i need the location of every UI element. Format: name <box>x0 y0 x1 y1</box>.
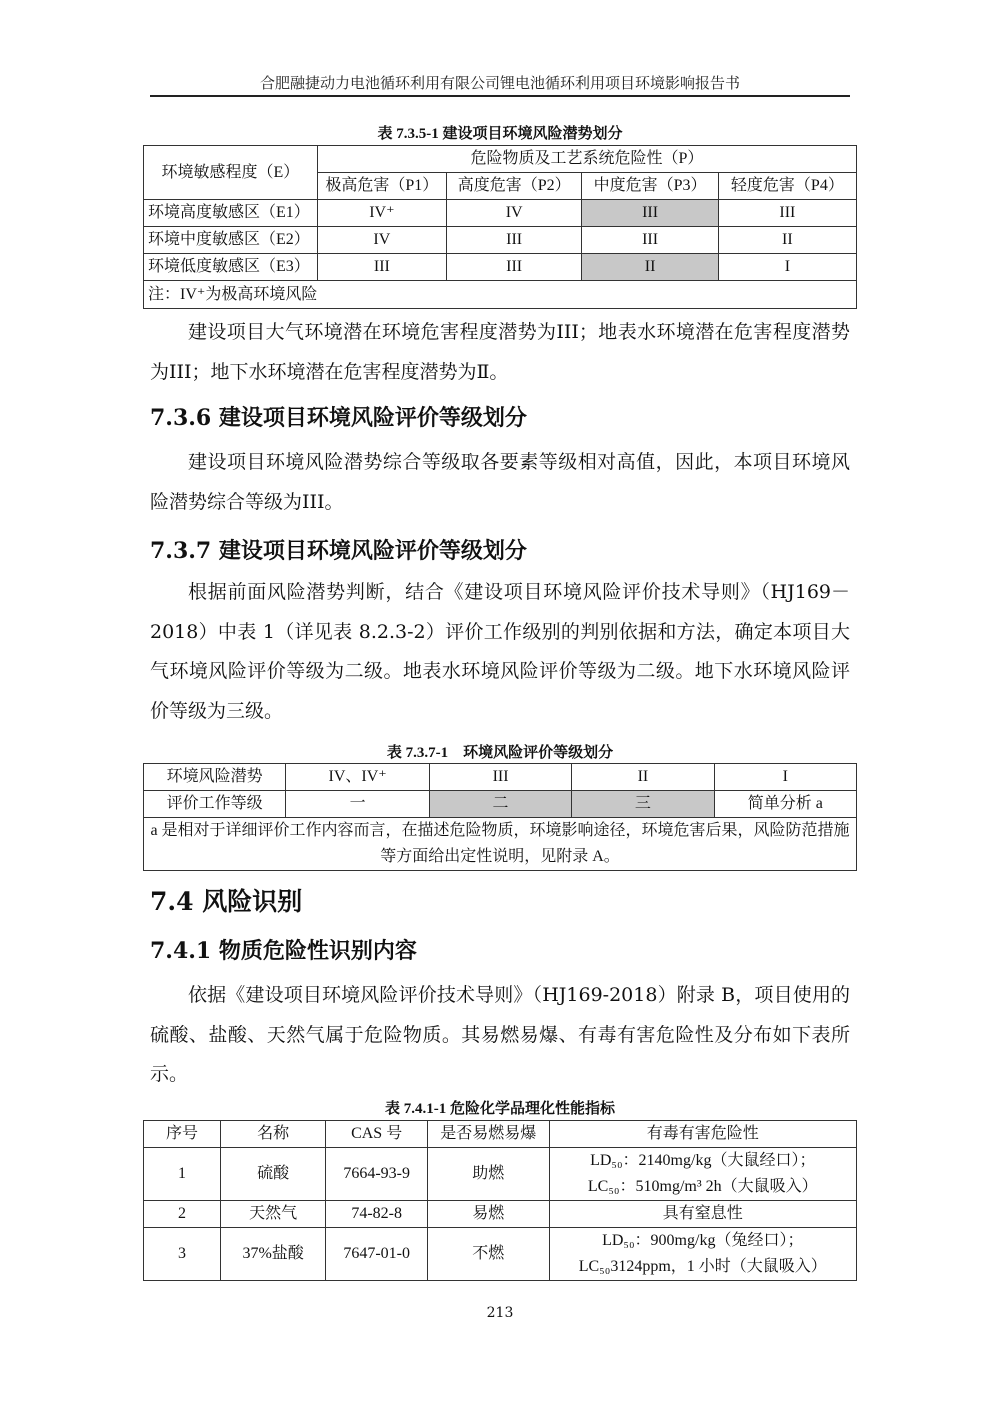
section-heading-7-3-6: 7.3.6 建设项目环境风险评价等级划分 <box>150 405 527 431</box>
column-header: 序号 <box>144 1121 221 1148</box>
row-label: 环境高度敏感区（E1） <box>144 200 318 227</box>
table-cell: III <box>446 227 581 254</box>
column-header: 名称 <box>220 1121 325 1148</box>
header-rule <box>150 95 850 97</box>
table-cell: 二 <box>429 791 571 818</box>
table2-caption: 表 7.3.7-1 环境风险评价等级划分 <box>386 745 614 761</box>
table-note: a 是相对于详细评价工作内容而言，在描述危险物质，环境影响途径，环境危害后果，风险防范措施等方面给出定性说明，见附录 A。 <box>144 818 857 871</box>
table-row <box>144 200 857 227</box>
table-cell: IV <box>446 200 581 227</box>
table-cell: III <box>582 200 718 227</box>
table-cell: 助燃 <box>427 1148 549 1201</box>
table-cell: III <box>718 200 856 227</box>
table-cell: 简单分析 a <box>714 791 856 818</box>
table-row <box>144 227 857 254</box>
column-header: 有毒有害危险性 <box>549 1121 856 1148</box>
table-cell: 7664-93-9 <box>326 1148 428 1201</box>
column-header: 轻度危害（P4） <box>718 173 856 200</box>
toxicity-cell: 具有窒息性 <box>549 1201 856 1228</box>
row-label: 环境中度敏感区（E2） <box>144 227 318 254</box>
table-cell: II <box>718 227 856 254</box>
toxicity-cell: LD₅₀：2140mg/kg（大鼠经口）； LC₅₀：510mg/m³ 2h（大鼠吸入） <box>549 1148 856 1201</box>
table-cell: 一 <box>286 791 430 818</box>
table-note: 注：IV⁺为极高环境风险 <box>144 281 857 309</box>
table-cell: II <box>582 254 718 281</box>
column-header: 极高危害（P1） <box>317 173 446 200</box>
table-row <box>144 254 857 281</box>
table3-caption: 表 7.4.1-1 危险化学品理化性能指标 <box>385 1101 615 1117</box>
table-cell: 不燃 <box>427 1228 549 1281</box>
table-row <box>144 1201 857 1228</box>
table-cell: 37%盐酸 <box>220 1228 325 1281</box>
table-cell: IV <box>317 227 446 254</box>
column-header: 是否易燃易爆 <box>427 1121 549 1148</box>
toxicity-cell: LD₅₀：900mg/kg（兔经口）； LC₅₀3124ppm，1 小时（大鼠吸入） <box>549 1228 856 1281</box>
table-cell: IV⁺ <box>317 200 446 227</box>
table-cell: 74-82-8 <box>326 1201 428 1228</box>
column-header: CAS 号 <box>326 1121 428 1148</box>
section-heading-7-3-7: 7.3.7 建设项目环境风险评价等级划分 <box>150 538 527 564</box>
table-cell: 3 <box>144 1228 221 1281</box>
table-cell: III <box>429 764 571 791</box>
table-row <box>144 818 857 871</box>
table-cell: 三 <box>572 791 714 818</box>
row-label: 环境低度敏感区（E3） <box>144 254 318 281</box>
paragraph: 根据前面风险潜势判断，结合《建设项目环境风险评价技术导则》（HJ169－2018）中表 1（详见表 8.2.3-2）评价工作级别的判别依据和方法，确定本项目大气环境风险评价等级为二级。地表水环境风险评价等级为二级。地下水环境风险评价等级为三级。 <box>150 581 850 722</box>
paragraph: 依据《建设项目环境风险评价技术导则》（HJ169-2018）附录 B，项目使用的硫酸、盐酸、天然气属于危险物质。其易燃易爆、有毒有害危险性及分布如下表所示。 <box>150 984 850 1085</box>
table-row <box>144 1228 857 1281</box>
table-cell: 2 <box>144 1201 221 1228</box>
table-row <box>144 146 857 173</box>
table-cell: 天然气 <box>220 1201 325 1228</box>
table-row <box>144 1148 857 1201</box>
row-header: 环境敏感程度（E） <box>144 146 318 200</box>
table-cell: III <box>446 254 581 281</box>
page-number: 213 <box>486 1305 514 1321</box>
table-row <box>144 281 857 309</box>
row-label: 环境风险潜势 <box>144 764 286 791</box>
table-cell: 硫酸 <box>220 1148 325 1201</box>
column-group-header: 危险物质及工艺系统危险性（P） <box>317 146 856 173</box>
risk-potential-table <box>143 145 857 309</box>
table-row <box>144 791 857 818</box>
table-cell: II <box>572 764 714 791</box>
section-heading-7-4-1: 7.4.1 物质危险性识别内容 <box>150 938 417 964</box>
table-cell: 易燃 <box>427 1201 549 1228</box>
table-cell: 1 <box>144 1148 221 1201</box>
running-header: 合肥融捷动力电池循环利用有限公司锂电池循环利用项目环境影响报告书 <box>259 74 740 92</box>
table-cell: III <box>582 227 718 254</box>
assessment-level-table <box>143 763 857 871</box>
column-header: 中度危害（P3） <box>582 173 718 200</box>
table-row <box>144 764 857 791</box>
section-heading-7-4: 7.4 风险识别 <box>150 887 303 916</box>
table-cell: 7647-01-0 <box>326 1228 428 1281</box>
table-cell: I <box>714 764 856 791</box>
table1-caption: 表 7.3.5-1 建设项目环境风险潜势划分 <box>377 126 623 142</box>
hazardous-chemicals-table <box>143 1120 857 1281</box>
column-header: 高度危害（P2） <box>446 173 581 200</box>
paragraph: 建设项目环境风险潜势综合等级取各要素等级相对高值，因此，本项目环境风险潜势综合等级为III。 <box>150 451 850 513</box>
row-label: 评价工作等级 <box>144 791 286 818</box>
table-cell: III <box>317 254 446 281</box>
table-cell: I <box>718 254 856 281</box>
paragraph: 建设项目大气环境潜在环境危害程度潜势为III；地表水环境潜在危害程度潜势为III；地下水环境潜在危害程度潜势为Ⅱ。 <box>150 321 850 383</box>
table-cell: IV、IV⁺ <box>286 764 430 791</box>
table-row <box>144 1121 857 1148</box>
